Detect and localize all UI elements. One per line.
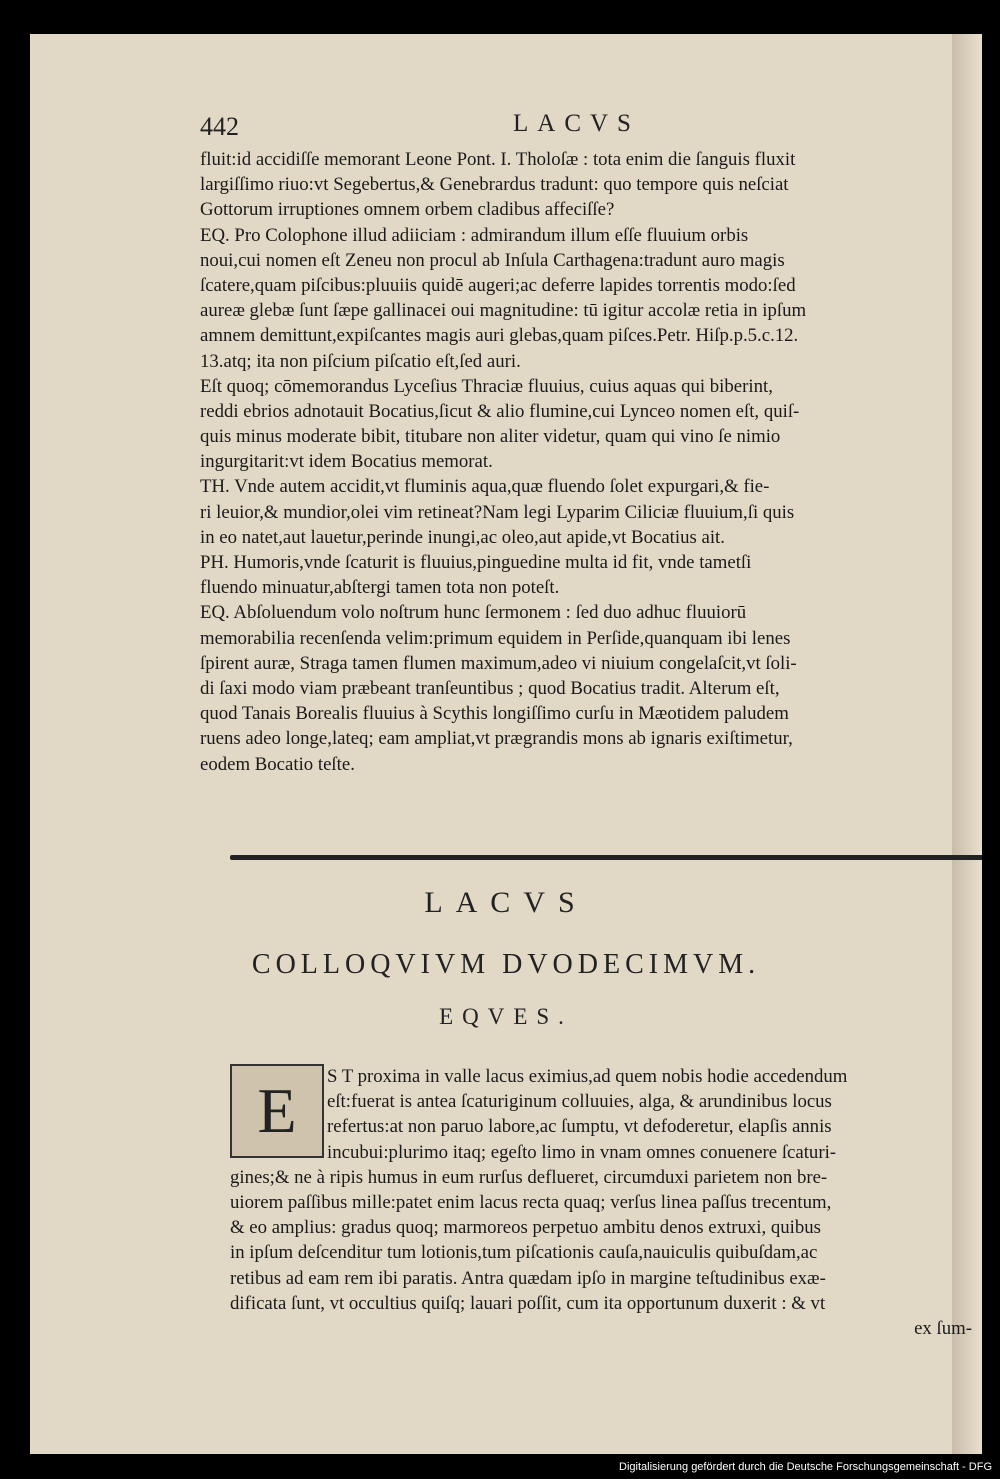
text-line: largiſſimo riuo:vt Segebertus,& Genebrardus tradunt: quo tempore quis neſciat	[200, 174, 789, 196]
text-line: & eo amplius: gradus quoq; marmoreos perpetuo ambitu denos extruxi, quibus	[230, 1217, 821, 1239]
book-page	[30, 34, 982, 1454]
text-line: ri leuior,& mundior,olei vim retineat?Nam legi Lyparim Ciliciæ fluuium,ſi quis	[200, 501, 795, 523]
text-line: TH. Vnde autem accidit,vt fluminis aqua,quæ fluendo ſolet expurgari,& fie-	[200, 476, 770, 498]
text-line: eſt:fuerat is antea ſcaturiginum colluuies, alga, & arundinibus locus	[327, 1091, 832, 1113]
text-line: EQ. Abſoluendum volo noſtrum hunc ſermonem : ſed duo adhuc fluuiorū	[200, 602, 747, 624]
text-line: PH. Humoris,vnde ſcaturit is fluuius,pinguedine multa id fit, vnde tametſi	[200, 552, 752, 573]
page-header	[200, 112, 980, 152]
text-line: refertus:at non paruo labore,ac ſumptu, vt defoderetur, elapſis annis	[327, 1116, 832, 1138]
body-text	[200, 147, 970, 777]
text-line: eodem Bocatio teſte.	[200, 753, 355, 775]
text-line: in eo natet,aut lauetur,perinde inungi,ac oleo,aut apide,vt Bocatius ait.	[200, 526, 725, 548]
text-line: S T proxima in valle lacus eximius,ad quem nobis hodie accedendum	[327, 1066, 848, 1087]
text-line: quis minus moderate bibit, titubare non aliter videtur, quam qui vino ſe nimio	[200, 426, 781, 448]
text-line: fluit:id accidiſſe memorant Leone Pont. I. Tholoſæ : tota enim die ſanguis fluxit	[200, 149, 796, 170]
speaker-heading: EQVES.	[439, 1004, 573, 1029]
text-line: ruens adeo longe,lateq; eam ampliat,vt prægrandis mons ab ignaris exiſtimetur,	[200, 728, 793, 750]
text-line: dificata ſunt, vt occultius quiſq; lauari poſſit, cum ita opportunum duxerit : & vt	[230, 1292, 826, 1314]
text-line: ſpirent auræ, Straga tamen flumen maximum,adeo vi niuium congelaſcit,vt ſoli-	[200, 652, 797, 674]
text-line: ingurgitarit:vt idem Bocatius memorat.	[200, 451, 493, 473]
text-line: retibus ad eam rem ibi paratis. Antra quædam ipſo in margine teſtudinibus exæ-	[230, 1267, 826, 1289]
running-head: LACVS	[513, 110, 640, 137]
text-line: incubui:plurimo itaq; egeſto limo in vnam omnes conuenere ſcaturi-	[327, 1141, 837, 1163]
text-line: amnem demittunt,expiſcantes magis auri glebas,quam piſces.Petr. Hiſp.p.5.c.12.	[200, 325, 799, 347]
text-line: quod Tanais Borealis fluuius à Scythis longiſſimo curſu in Mæotidem paludem	[200, 703, 789, 725]
text-line: Eſt quoq; cōmemorandus Lyceſius Thraciæ fluuius, cuius aquas qui biberint,	[200, 375, 773, 397]
text-line: reddi ebrios adnotauit Bocatius,ſicut & alio flumine,cui Lynceo nomen eſt, quiſ-	[200, 400, 800, 422]
section-text	[230, 1064, 972, 1341]
text-line: noui,cui nomen eſt Zeneu non procul ab Inſula Carthagena:tradunt auro magis	[200, 249, 785, 271]
text-line: EQ. Pro Colophone illud adiiciam : admirandum illum eſſe fluuium orbis	[200, 224, 749, 246]
catchword: ex ſum-	[914, 1317, 972, 1339]
digitization-footer: Digitalisierung gefördert durch die Deutsche Forschungsgemeinschaft - DFG	[619, 1461, 992, 1473]
text-line: Gottorum irruptiones omnem orbem cladibus affeciſſe?	[200, 199, 615, 221]
text-line: di ſaxi modo viam præbeant tranſeuntibus ; quod Bocatius tradit. Alterum eſt,	[200, 677, 780, 699]
text-line: uiorem paſſibus mille:patet enim lacus recta quaq; verſus linea paſſus trecentum,	[230, 1191, 832, 1213]
section-subtitle: COLLOQVIVM DVODECIMVM.	[251, 949, 761, 980]
text-line: ſcatere,quam piſcibus:pluuiis quidē augeri;ac deferre lapides torrentis modo:ſed	[200, 274, 796, 296]
section-rule	[230, 855, 982, 860]
decorated-initial: E	[230, 1064, 324, 1158]
page-number: 442	[200, 112, 239, 141]
text-line: memorabilia recenſenda velim:primum equidem in Perſide,quanquam ibi lenes	[200, 627, 791, 649]
text-line: fluendo minuatur,abſtergi tamen tota non poteſt.	[200, 577, 560, 599]
text-line: in ipſum deſcenditur tum lotionis,tum piſcationis cauſa,nauiculis quibuſdam,ac	[230, 1242, 818, 1264]
text-line: 13.atq; ita non piſcium piſcatio eſt,ſed auri.	[200, 350, 521, 372]
section-title: LACVS	[424, 886, 588, 919]
text-line: aureæ glebæ ſunt ſæpe gallinacei oui magnitudine: tū igitur accolæ retia in ipſum	[200, 300, 807, 322]
text-line: gines;& ne à ripis humus in eum rurſus deflueret, circumduxi parietem non bre-	[230, 1166, 828, 1188]
